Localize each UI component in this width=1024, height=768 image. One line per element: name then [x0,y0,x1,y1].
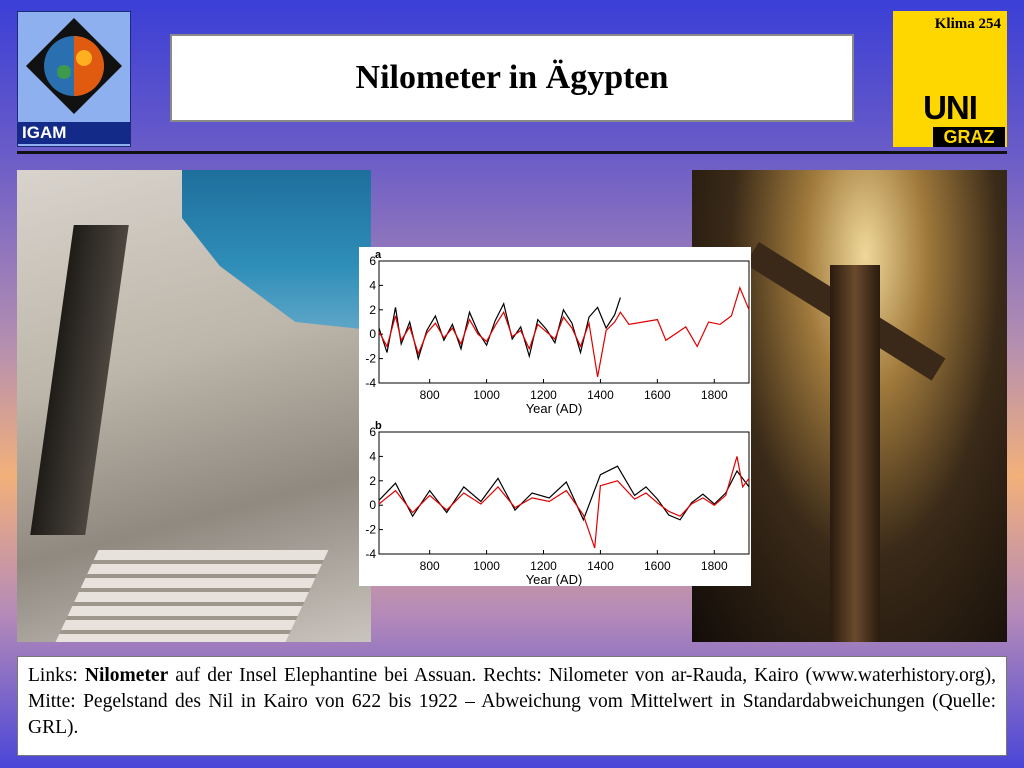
uni-logo-text: UNI [923,89,977,126]
igam-logo [17,11,131,147]
y-tick-label-b: 6 [369,425,376,439]
x-tick-label-a: 1800 [700,388,728,402]
y-tick-label-a: 6 [369,254,376,268]
earth-sun-icon [18,12,130,120]
stone-steps [56,550,329,642]
y-tick-label-b: -4 [365,547,376,561]
chart-frame-b [379,432,749,554]
panel-label-a: a [375,249,382,261]
x-tick-label-a: 800 [419,388,440,402]
y-tick-label-a: 0 [369,327,376,342]
x-tick-label-a: 1200 [530,388,557,402]
x-tick-label-a: 1600 [644,388,671,402]
uni-graz-logo [893,11,1007,147]
y-tick-label-b: -2 [365,522,376,537]
caption-text-2: auf der Insel Elephantine bei Assuan. Rechts: Nilometer von ar-Rauda, Kairo (www.waterhistory.org), Mitte: Pegelstand des Nil in Kairo von 622 bis 1922 – Abweichung vom Mittelwert in Standardabweichungen (Quelle: GRL). [28,665,996,738]
series-line-black-a [379,298,620,359]
y-tick-label-b: 2 [369,473,376,488]
chart-frame-a [379,261,749,383]
series-line-red-b [379,456,749,548]
slide-number: Klima 254 [934,16,1001,32]
title-box [170,34,854,122]
x-tick-label-b: 1400 [587,559,614,573]
x-axis-label-b: Year (AD) [525,572,583,586]
page-title: Nilometer in Ägypten [355,59,669,96]
caption-bold-term: Nilometer [84,665,169,686]
y-tick-label-a: -2 [365,351,376,366]
igam-logo-text: IGAM [18,122,130,144]
caption-text-1: Links: [28,665,85,686]
x-tick-label-b: 1200 [530,559,557,573]
x-tick-label-b: 1600 [644,559,671,573]
y-tick-label-a: 4 [369,278,376,293]
x-axis-label-a: Year (AD) [525,401,583,416]
nile-level-chart-svg [359,247,751,586]
x-tick-label-b: 800 [419,559,440,573]
y-tick-label-b: 4 [369,449,376,464]
header-divider [17,151,1007,154]
stair-shaft [30,225,129,535]
nilometer-elephantine-photo [17,170,371,642]
x-tick-label-a: 1400 [587,388,614,402]
graz-logo-text: GRAZ [933,127,1005,147]
series-line-black-b [379,466,749,520]
x-tick-label-b: 1000 [473,559,500,573]
x-tick-label-b: 1800 [700,559,728,573]
series-line-red-a [379,288,749,377]
panel-label-b: b [375,420,382,432]
caption [17,656,1007,756]
measuring-column [830,265,880,642]
water-area [182,170,371,330]
x-tick-label-a: 1000 [473,388,500,402]
nile-level-chart [359,247,751,586]
y-tick-label-a: -4 [365,376,376,390]
y-tick-label-a: 2 [369,302,376,317]
y-tick-label-b: 0 [369,498,376,513]
